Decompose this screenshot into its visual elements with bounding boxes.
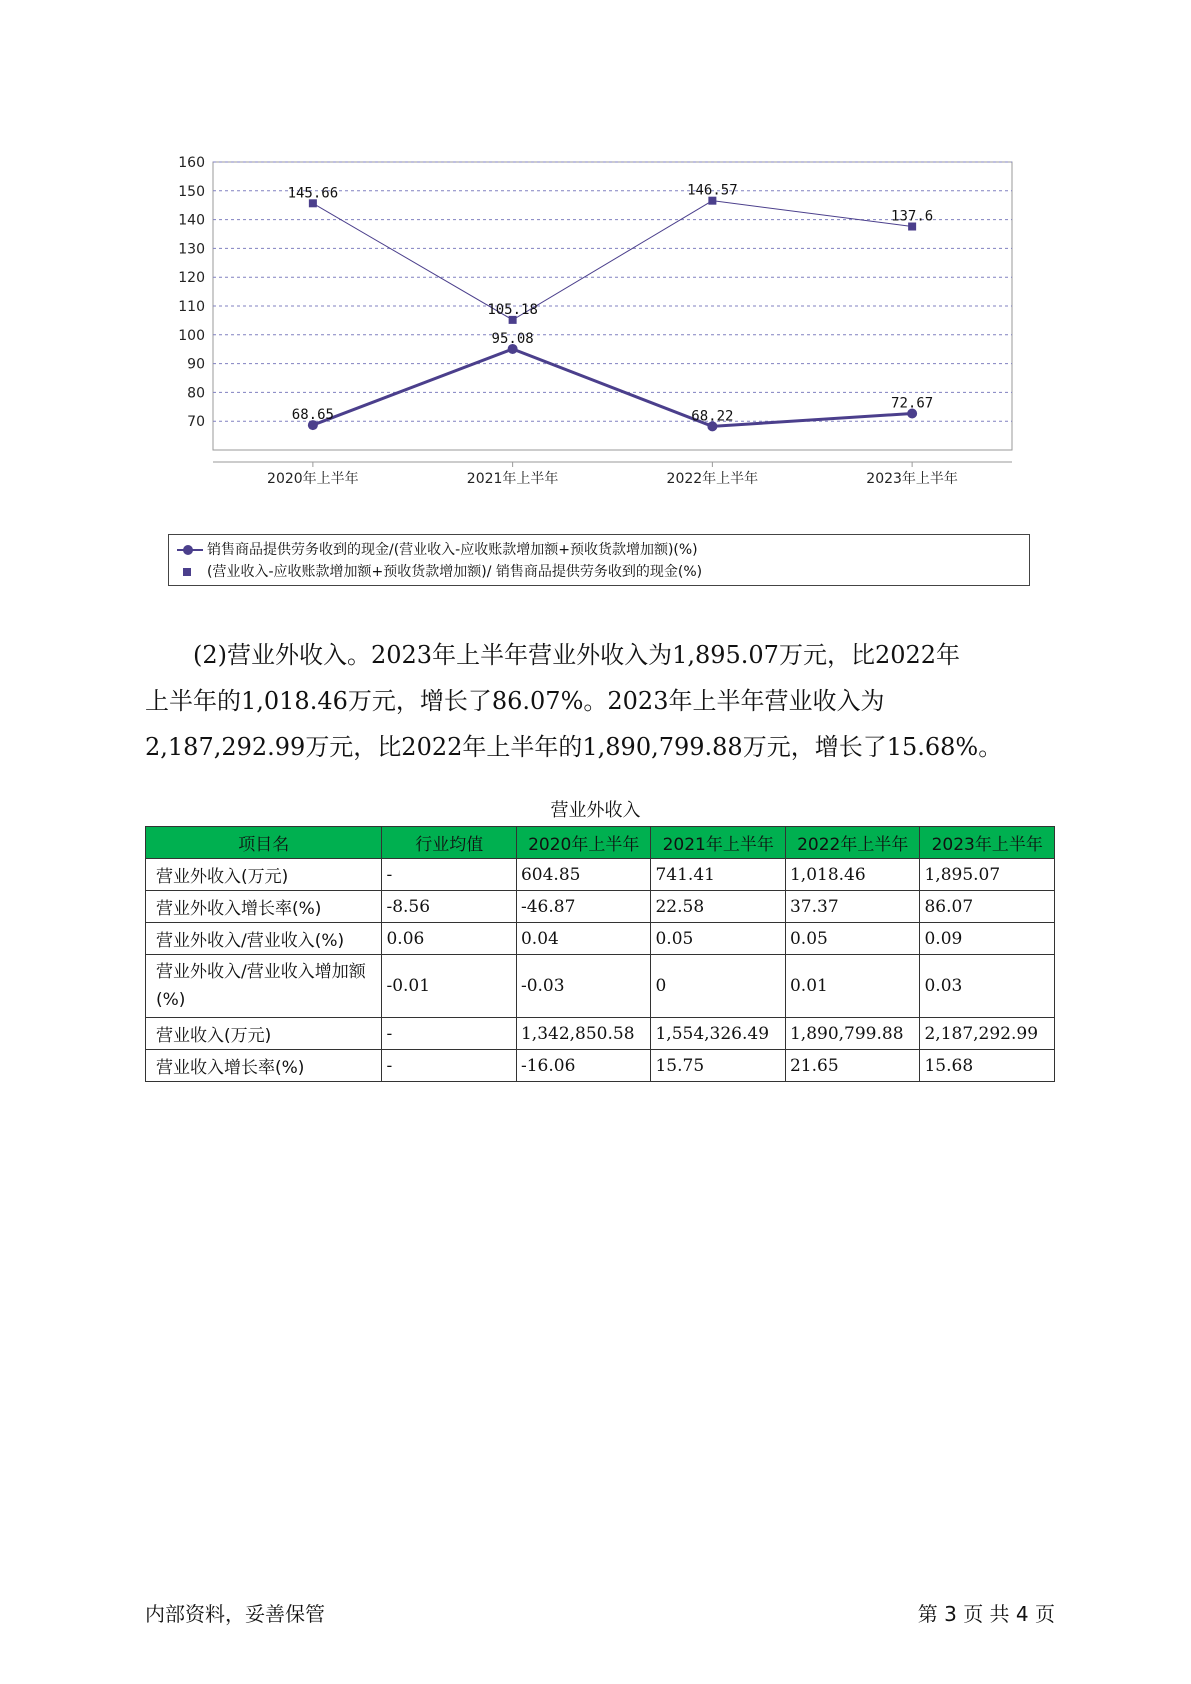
table-cell: 604.85: [516, 859, 651, 891]
table-cell: -: [382, 1018, 517, 1050]
series-2-data-label: 145.66: [287, 185, 339, 202]
footer-confidential-note: 内部资料，妥善保管: [145, 1602, 325, 1626]
table-row: [146, 923, 1055, 955]
footer-page-number: 第 3 页 共 4 页: [917, 1602, 1055, 1626]
square-marker-icon: [177, 565, 203, 579]
paragraph-line-3: 2,187,292.99万元，比2022年上半年的1,890,799.88万元，增长了15.68%。: [145, 733, 1003, 761]
table-cell: 0.05: [651, 923, 786, 955]
table-cell: 1,890,799.88: [785, 1018, 920, 1050]
table-cell: -8.56: [382, 891, 517, 923]
paragraph-line-2: 上半年的1,018.46万元，增长了86.07%。2023年上半年营业收入为: [145, 687, 885, 715]
table-cell: 37.37: [785, 891, 920, 923]
header-cell: 项目名: [146, 827, 382, 859]
table-cell: 1,342,850.58: [516, 1018, 651, 1050]
table-cell: 86.07: [920, 891, 1055, 923]
table-row: [146, 891, 1055, 923]
series-2-data-label: 137.6: [891, 208, 934, 225]
y-tick-label: 150: [178, 183, 205, 200]
chart-legend: [168, 534, 1030, 586]
legend-label-series-2: (营业收入-应收账款增加额+预收货款增加额)/ 销售商品提供劳务收到的现金(%): [207, 564, 703, 580]
series-1-line: [313, 349, 912, 426]
circle-marker-icon: [177, 543, 203, 557]
body-paragraph: [145, 632, 1055, 770]
x-tick-label: 2021年上半年: [466, 471, 559, 487]
header-cell: 2020年上半年: [516, 827, 651, 859]
table-cell: -46.87: [516, 891, 651, 923]
series-1-data-label: 68.65: [291, 407, 334, 424]
table-cell: 15.75: [651, 1050, 786, 1082]
table-cell: 2,187,292.99: [920, 1018, 1055, 1050]
table-cell: 0.01: [785, 955, 920, 1018]
y-tick-label: 80: [187, 385, 205, 402]
y-tick-label: 100: [178, 327, 205, 344]
table-cell: 1,895.07: [920, 859, 1055, 891]
legend-entry-series-2: [177, 561, 1021, 583]
y-tick-label: 120: [178, 270, 205, 287]
table-cell: 1,018.46: [785, 859, 920, 891]
series-2-data-label: 146.57: [687, 182, 738, 199]
table-cell: 15.68: [920, 1050, 1055, 1082]
x-tick-label: 2023年上半年: [866, 471, 958, 487]
data-table: [145, 826, 1055, 1082]
legend-entry-series-1: [177, 539, 1021, 561]
row-label: 营业收入增长率(%): [146, 1050, 382, 1082]
table-title: 营业外收入: [550, 800, 641, 821]
row-label: 营业收入(万元): [146, 1018, 382, 1050]
header-cell: 2023年上半年: [920, 827, 1055, 859]
table-row: [146, 1050, 1055, 1082]
table-cell: -: [382, 1050, 517, 1082]
row-label: 营业外收入增长率(%): [146, 891, 382, 923]
table-cell: -0.03: [516, 955, 651, 1018]
table-cell: 21.65: [785, 1050, 920, 1082]
legend-label-series-1: 销售商品提供劳务收到的现金/(营业收入-应收账款增加额+预收货款增加额)(%): [207, 542, 698, 558]
line-chart: [150, 150, 1030, 590]
header-cell: 2022年上半年: [785, 827, 920, 859]
series-1-data-label: 72.67: [891, 395, 934, 412]
series-2-line: [313, 201, 912, 320]
table-row: [146, 859, 1055, 891]
x-tick-label: 2020年上半年: [267, 471, 359, 487]
y-tick-label: 140: [178, 212, 205, 229]
table-cell: 22.58: [651, 891, 786, 923]
series-1-data-label: 95.08: [491, 330, 534, 347]
table-cell: 0.04: [516, 923, 651, 955]
line-chart-svg: [150, 150, 1030, 530]
table-row: [146, 1018, 1055, 1050]
table-cell: 1,554,326.49: [651, 1018, 786, 1050]
series-1-data-label: 68.22: [691, 408, 734, 425]
x-tick-label: 2022年上半年: [666, 471, 759, 487]
paragraph-line-1: (2)营业外收入。2023年上半年营业外收入为1,895.07万元，比2022年: [193, 641, 961, 669]
table-cell: 0.03: [920, 955, 1055, 1018]
table-cell: 741.41: [651, 859, 786, 891]
table-cell: -16.06: [516, 1050, 651, 1082]
table-header-row: [146, 827, 1055, 859]
y-tick-label: 160: [178, 155, 205, 171]
row-label: 营业外收入(万元): [146, 859, 382, 891]
table-cell: -: [382, 859, 517, 891]
table-cell: -0.01: [382, 955, 517, 1018]
row-label: 营业外收入/营业收入增加额(%): [146, 955, 382, 1018]
y-tick-label: 130: [178, 241, 205, 258]
series-2-data-label: 105.18: [487, 301, 538, 318]
y-tick-label: 110: [178, 299, 205, 315]
table-cell: 0: [651, 955, 786, 1018]
table-row: [146, 955, 1055, 1018]
row-label: 营业外收入/营业收入(%): [146, 923, 382, 955]
header-cell: 2021年上半年: [651, 827, 786, 859]
table-cell: 0.09: [920, 923, 1055, 955]
y-tick-label: 70: [187, 414, 205, 431]
y-tick-label: 90: [187, 356, 205, 373]
table-cell: 0.06: [382, 923, 517, 955]
header-cell: 行业均值: [382, 827, 517, 859]
table-cell: 0.05: [785, 923, 920, 955]
